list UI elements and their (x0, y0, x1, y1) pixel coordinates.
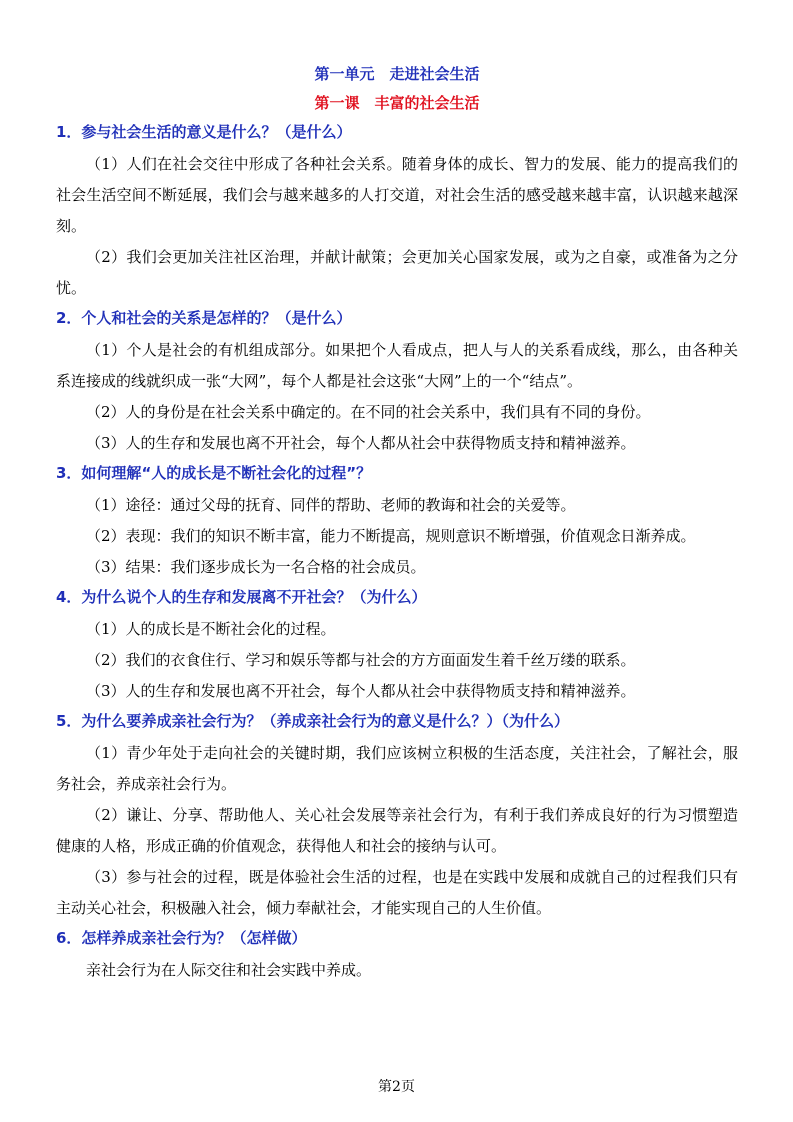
section-3 (56, 459, 738, 583)
answer-paragraph: （3）结果：我们逐步成长为一名合格的社会成员。 (86, 558, 426, 576)
section-5 (56, 707, 738, 924)
page-number: 第2页 (378, 1079, 415, 1095)
unit-title: 第一单元 走进社会生活 (314, 65, 480, 83)
question-heading: 4．为什么说个人的生存和发展离不开社会？（为什么） (56, 588, 427, 606)
answer-paragraph: （3）人的生存和发展也离不开社会，每个人都从社会中获得物质支持和精神滋养。 (86, 434, 636, 452)
section-2 (56, 304, 738, 459)
question-heading: 2．个人和社会的关系是怎样的？（是什么） (56, 309, 352, 327)
section-6 (56, 924, 738, 986)
answer-paragraph: （2）人的身份是在社会关系中确定的。在不同的社会关系中，我们具有不同的身份。 (86, 403, 651, 421)
answer-paragraph: （1）青少年处于走向社会的关键时期，我们应该树立积极的生活态度，关注社会，了解社会，服务社会，养成亲社会行为。 (56, 744, 738, 793)
answer-paragraph: （1）人的成长是不断社会化的过程。 (86, 620, 336, 638)
document-page (56, 60, 738, 986)
answer-paragraph: （3）人的生存和发展也离不开社会，每个人都从社会中获得物质支持和精神滋养。 (86, 682, 636, 700)
answer-paragraph: （2）我们的衣食住行、学习和娱乐等都与社会的方方面面发生着千丝万缕的联系。 (86, 651, 636, 669)
answer-paragraph: （1）人们在社会交往中形成了各种社会关系。随着身体的成长、智力的发展、能力的提高我们的社会生活空间不断延展，我们会与越来越多的人打交道，对社会生活的感受越来越丰富，认识越来越深刻。 (56, 155, 738, 235)
question-heading: 3．如何理解“人的成长是不断社会化的过程”？ (56, 464, 372, 482)
answer-paragraph: 亲社会行为在人际交往和社会实践中养成。 (86, 961, 372, 979)
question-heading: 1．参与社会生活的意义是什么？（是什么） (56, 123, 352, 141)
question-heading: 5．为什么要养成亲社会行为？（养成亲社会行为的意义是什么？）（为什么） (56, 712, 569, 730)
answer-paragraph: （3）参与社会的过程，既是体验社会生活的过程，也是在实践中发展和成就自己的过程我们只有主动关心社会，积极融入社会，倾力奉献社会，才能实现自己的人生价值。 (56, 868, 738, 917)
lesson-title: 第一课 丰富的社会生活 (314, 94, 480, 112)
answer-paragraph: （2）表现：我们的知识不断丰富，能力不断提高，规则意识不断增强，价值观念日渐养成。 (86, 527, 696, 545)
answer-paragraph: （2）我们会更加关注社区治理，并献计献策；会更加关心国家发展，或为之自豪，或准备为之分忧。 (56, 248, 738, 297)
answer-paragraph: （1）途径：通过父母的抚育、同伴的帮助、老师的教诲和社会的关爱等。 (86, 496, 576, 514)
answer-paragraph: （2）谦让、分享、帮助他人、关心社会发展等亲社会行为，有利于我们养成良好的行为习惯塑造健康的人格，形成正确的价值观念，获得他人和社会的接纳与认可。 (56, 806, 738, 855)
section-1 (56, 118, 738, 304)
answer-paragraph: （1）个人是社会的有机组成部分。如果把个人看成点，把人与人的关系看成线，那么，由各种关系连接成的线就织成一张“大网”，每个人都是社会这张“大网”上的一个“结点”。 (56, 341, 738, 390)
question-heading: 6．怎样养成亲社会行为？（怎样做） (56, 929, 307, 947)
section-4 (56, 583, 738, 707)
